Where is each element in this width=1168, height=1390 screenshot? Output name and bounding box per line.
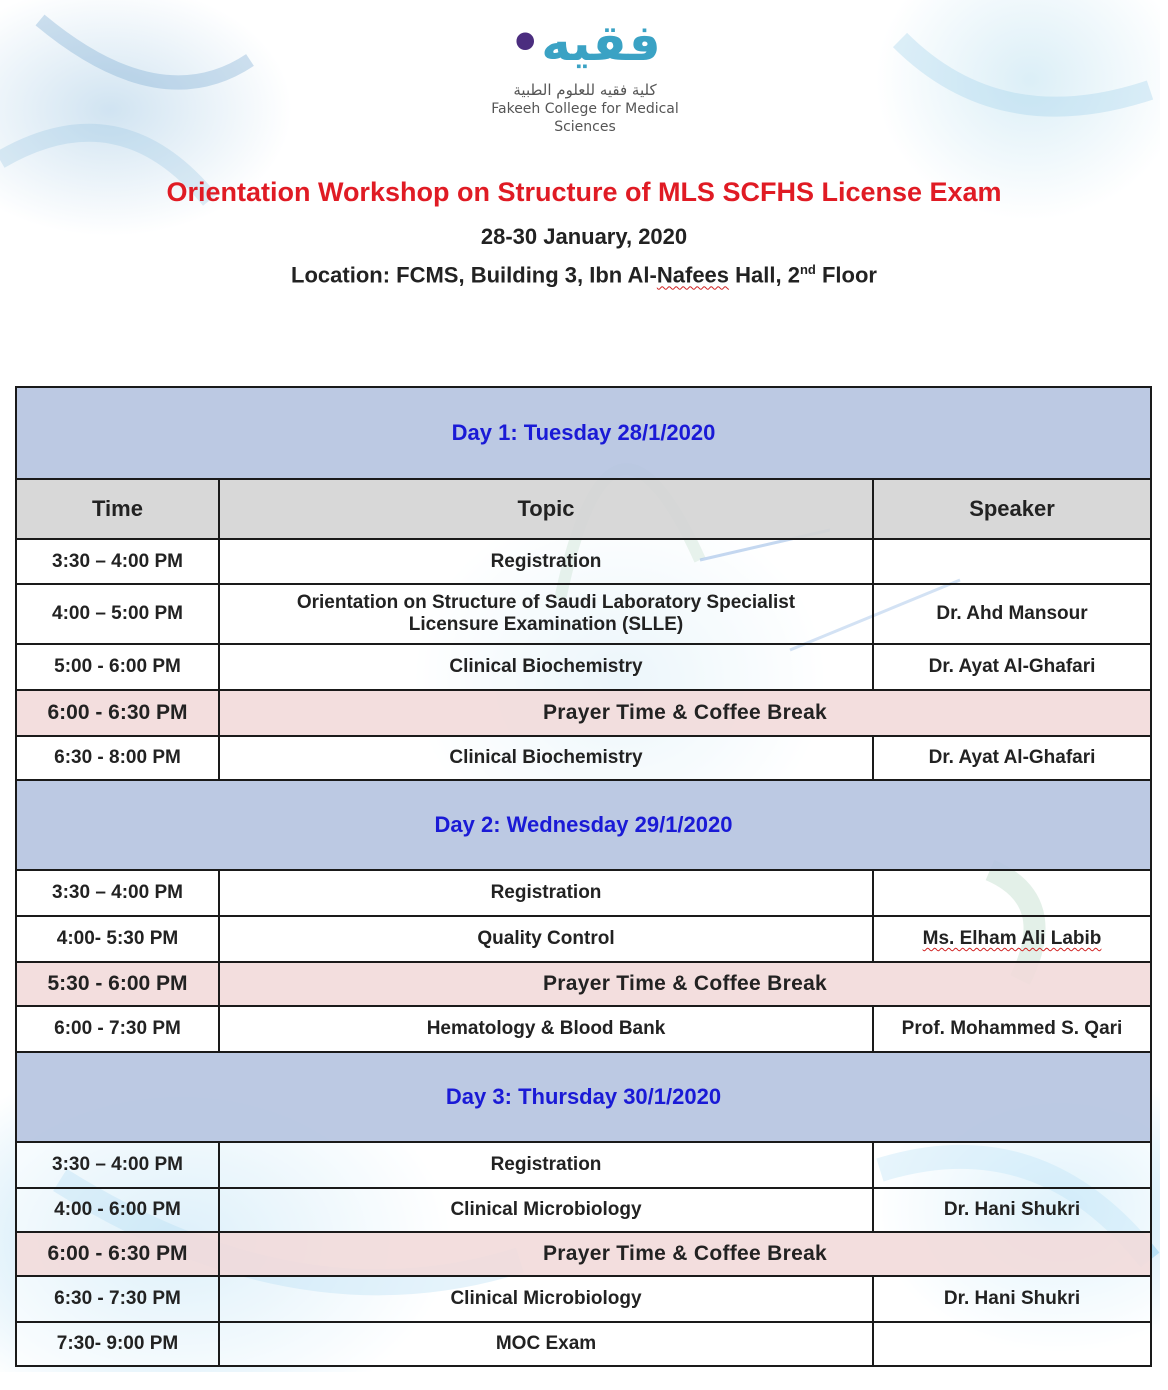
row-topic: Clinical Microbiology bbox=[219, 1188, 873, 1232]
row-topic: Hematology & Blood Bank bbox=[219, 1006, 873, 1052]
table-row bbox=[16, 1006, 1151, 1052]
logo-mark bbox=[470, 14, 700, 72]
row-speaker: Dr. Hani Shukri bbox=[873, 1276, 1151, 1322]
header-speaker: Speaker bbox=[873, 479, 1151, 539]
row-time: 4:00 – 5:00 PM bbox=[16, 584, 219, 644]
row-time: 7:30- 9:00 PM bbox=[16, 1322, 219, 1366]
table-row bbox=[16, 916, 1151, 962]
row-speaker: Dr. Ahd Mansour bbox=[873, 584, 1151, 644]
logo-dot-icon: • bbox=[509, 14, 542, 72]
row-time: 6:00 - 7:30 PM bbox=[16, 1006, 219, 1052]
row-topic: Registration bbox=[219, 539, 873, 584]
location-ordinal: nd bbox=[799, 262, 816, 277]
row-time: 3:30 – 4:00 PM bbox=[16, 539, 219, 584]
row-topic-line-2: Licensure Examination (SLLE) bbox=[408, 614, 684, 635]
row-time: 6:00 - 6:30 PM bbox=[16, 690, 219, 736]
row-speaker bbox=[873, 870, 1151, 916]
table-row bbox=[16, 1322, 1151, 1366]
row-topic: Clinical Biochemistry bbox=[219, 644, 873, 690]
table-row bbox=[16, 644, 1151, 690]
row-topic: Registration bbox=[219, 1142, 873, 1188]
row-time: 5:30 - 6:00 PM bbox=[16, 962, 219, 1006]
row-topic: Registration bbox=[219, 870, 873, 916]
row-time: 4:00 - 6:00 PM bbox=[16, 1188, 219, 1232]
workshop-dates: 28-30 January, 2020 bbox=[480, 224, 688, 249]
table-row bbox=[16, 1188, 1151, 1232]
location-mid: Hall, 2 bbox=[729, 262, 800, 288]
day-label: Day 3: Thursday 30/1/2020 bbox=[16, 1052, 1151, 1142]
row-speaker bbox=[873, 1322, 1151, 1366]
day-1-header bbox=[16, 387, 1151, 479]
row-speaker bbox=[873, 539, 1151, 584]
row-topic bbox=[219, 584, 873, 644]
table-row bbox=[16, 736, 1151, 780]
location-prefix: Location: FCMS, Building 3, Ibn Al- bbox=[291, 262, 657, 288]
day-label: Day 1: Tuesday 28/1/2020 bbox=[16, 387, 1151, 479]
row-time: 4:00- 5:30 PM bbox=[16, 916, 219, 962]
table-row bbox=[16, 870, 1151, 916]
location-hall-name: Nafees bbox=[656, 262, 730, 288]
header-topic: Topic bbox=[219, 479, 873, 539]
row-topic: Clinical Microbiology bbox=[219, 1276, 873, 1322]
row-speaker: Ms. Elham Ali Labib bbox=[873, 916, 1151, 962]
day-2-header bbox=[16, 780, 1151, 870]
table-row bbox=[16, 1276, 1151, 1322]
table-row bbox=[16, 1142, 1151, 1188]
header-time: Time bbox=[16, 479, 219, 539]
row-speaker bbox=[873, 1142, 1151, 1188]
break-label: Prayer Time & Coffee Break bbox=[219, 1232, 1151, 1276]
break-row bbox=[16, 690, 1151, 736]
row-topic-line-1: Orientation on Structure of Saudi Laboratory Specialist bbox=[296, 592, 796, 613]
break-label: Prayer Time & Coffee Break bbox=[219, 962, 1151, 1006]
row-time: 6:30 - 7:30 PM bbox=[16, 1276, 219, 1322]
break-row bbox=[16, 962, 1151, 1006]
workshop-location bbox=[0, 262, 1160, 288]
logo-english-name: Fakeeh College for Medical Sciences bbox=[491, 101, 679, 135]
location-suffix: Floor bbox=[815, 262, 877, 288]
row-speaker: Prof. Mohammed S. Qari bbox=[873, 1006, 1151, 1052]
row-time: 3:30 – 4:00 PM bbox=[16, 870, 219, 916]
row-time: 6:00 - 6:30 PM bbox=[16, 1232, 219, 1276]
row-topic: MOC Exam bbox=[219, 1322, 873, 1366]
row-speaker: Dr. Hani Shukri bbox=[873, 1188, 1151, 1232]
column-headers bbox=[16, 479, 1151, 539]
break-label: Prayer Time & Coffee Break bbox=[219, 690, 1151, 736]
row-time: 3:30 – 4:00 PM bbox=[16, 1142, 219, 1188]
table-row bbox=[16, 584, 1151, 644]
row-time: 6:30 - 8:00 PM bbox=[16, 736, 219, 780]
college-logo bbox=[470, 14, 700, 134]
row-speaker: Dr. Ayat Al-Ghafari bbox=[873, 644, 1151, 690]
day-label: Day 2: Wednesday 29/1/2020 bbox=[16, 780, 1151, 870]
break-row bbox=[16, 1232, 1151, 1276]
table-row bbox=[16, 539, 1151, 584]
day-3-header bbox=[16, 1052, 1151, 1142]
schedule-table bbox=[15, 386, 1152, 1367]
logo-mark-text: فقيه bbox=[541, 14, 661, 72]
row-time: 5:00 - 6:00 PM bbox=[16, 644, 219, 690]
row-topic: Quality Control bbox=[219, 916, 873, 962]
workshop-title: Orientation Workshop on Structure of MLS SCFHS License Exam bbox=[166, 177, 1002, 207]
row-speaker: Dr. Ayat Al-Ghafari bbox=[873, 736, 1151, 780]
logo-arabic-name: كلية فقيه للعلوم الطبية bbox=[513, 81, 657, 99]
row-topic: Clinical Biochemistry bbox=[219, 736, 873, 780]
